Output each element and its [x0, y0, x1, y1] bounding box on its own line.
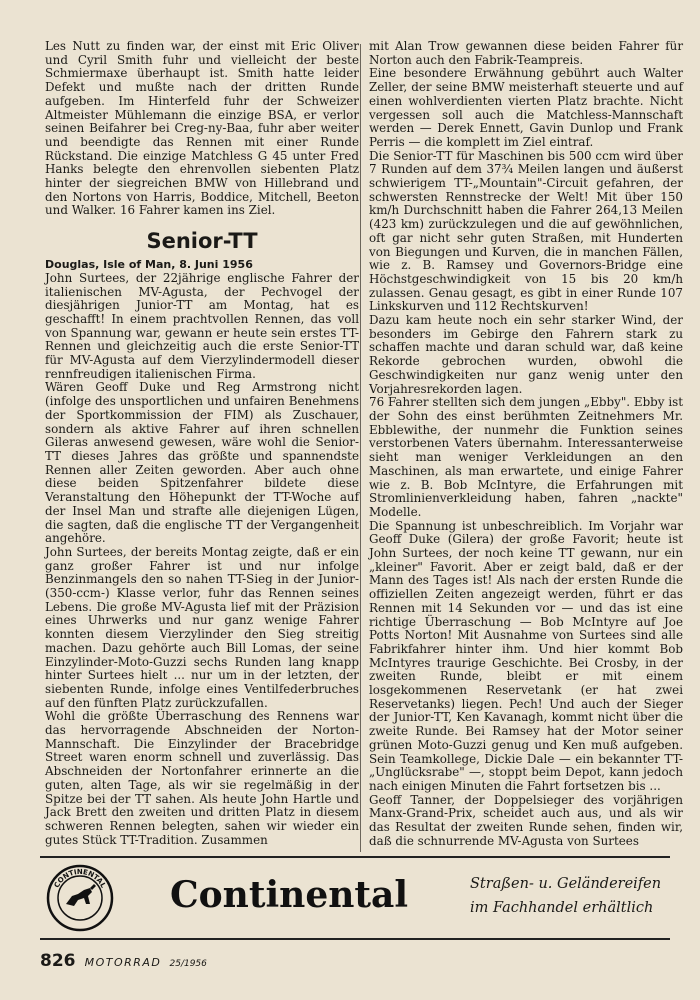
- continental-wordmark: Continental: [170, 874, 409, 916]
- paragraph: Geoff Tanner, der Doppelsieger des vorjährigen Manx-Grand-Prix, scheidet auch aus, und als wir das Resultat der zweiten Runde sehen, finden wir, daß die schnurrende MV-Agusta von Surtees: [369, 792, 683, 848]
- paragraph: Dazu kam heute noch ein sehr starker Wind, der besonders im Gebirge den Fahrern stark zu schaffen machte und daran schuld war, daß keine Rekorde gebrochen wurden, obwohl die Geschwindigkeiten nur ganz wenig unter den Vorjahresrekorden lagen.: [369, 313, 683, 396]
- paragraph: Die Senior-TT für Maschinen bis 500 ccm wird über 7 Runden auf dem 37¾ Meilen langen und äußerst schwierigem TT-„Mountain"-Circuit gefahren, der schwersten Rennstrecke der Welt! Mit über 150 km/h Durchschnitt haben die Fahrer 264,13 Meilen (423 km) zurückzulegen und die auf gewöhnlichen, oft gar nicht sehr guten Straßen, mit Hunderten von Biegungen und Kurven, die in manchen Fällen, wie z. B. Ramsey und Governors-Bridge eine Höchstgeschwindigkeit von 15 bis 20 km/h zulassen. Genau gesagt, es gibt in einer Runde 107 Linkskurven und 112 Rechtskurven!: [369, 148, 683, 314]
- tagline-line-2: im Fachhandel erhältlich: [470, 900, 654, 916]
- column-divider: [360, 44, 361, 852]
- paragraph: John Surtees, der 22jährige englische Fahrer der italienischen MV-Agusta, der Pechvogel der diesjährigen Junior-TT am Montag, hat es geschafft! In einem prachtvollen Rennen, das voll von Spannung war, gewann er heute sein erstes TT-Rennen und gleichzeitig auch die erste Senior-TT für MV-Agusta auf dem Vierzylindermodell dieser rennfreudigen italienischen Firma.: [45, 270, 359, 381]
- right-column: [369, 40, 683, 848]
- intro-paragraph: Les Nutt zu finden war, der einst mit Eric Oliver und Cyril Smith fuhr und vielleicht der beste Schmiermaxe überhaupt ist. Smith hatte leider Defekt und mußte nach der dritten Runde aufgeben. Im Hinterfeld fuhr der Schweizer Altmeister Mühlemann die einzige BSA, er verlor seinen Beifahrer bei Creg-ny-Baa, fuhr aber weiter und beendigte das Rennen mit einer Runde Rückstand. Die einzige Matchless G 45 unter Fred Hanks belegte den ehrenvollen siebenten Platz hinter der siegreichen BMW von Hillebrand und den Nortons von Harris, Boddice, Mitchell, Beeton und Walker. 16 Fahrer kamen ins Ziel.: [45, 39, 359, 218]
- page-footer: [40, 951, 207, 971]
- paragraph: Wohl die größte Überraschung des Rennens war das hervorragende Abschneiden der Norton-Mannschaft. Die Einzylinder der Bracebridge Street waren enorm schnell und zuverlässig. Das Abschneiden der Nortonfahrer erinnerte an die guten, alten Tage, als wir sie regelmäßig in der Spitze bei der TT sahen. Als heute John Hartle und Jack Brett den zweiten und dritten Platz in diesem schweren Rennen belegten, sahen wir wieder ein gutes Stück TT-Tradition. Zusammen: [45, 709, 359, 847]
- magazine-name: MOTORRAD: [84, 956, 162, 969]
- paragraph: Wären Geoff Duke und Reg Armstrong nicht (infolge des unsportlichen und unfairen Benehmens der Sportkommission der FIM) als Zuschauer, sondern als aktive Fahrer auf ihren schnellen Gileras anwesend gewesen, wäre wohl die Senior-TT dieses Jahres das größte und spannendste Rennen aller Zeiten geworden. Aber auch ohne diese beiden Spitzenfahrer bildete diese Veranstaltung den Höhepunkt der TT-Woche auf der Insel Man und strafte alle diejenigen Lügen, die sagten, daß die englische TT der Vergangenheit angehöre.: [45, 380, 359, 546]
- left-column: [45, 40, 359, 847]
- issue-number: 25/1956: [169, 959, 207, 969]
- tagline-line-1: Straßen- u. Geländereifen: [470, 876, 662, 892]
- continental-advertisement: [40, 856, 670, 940]
- ad-tagline: [470, 872, 670, 920]
- paragraph: mit Alan Trow gewannen diese beiden Fahrer für Norton auch den Fabrik-Teampreis.: [369, 39, 683, 67]
- paragraph: Die Spannung ist unbeschreiblich. Im Vorjahr war Geoff Duke (Gilera) der große Favorit; heute ist John Surtees, der noch keine TT gewann, nur ein „kleiner" Favorit. Aber er zeigt bald, daß er der Mann des Tages ist! Als nach der ersten Runde die offiziellen Zeiten angezeigt werden, führt er das Rennen mit 14 Sekunden vor — und das ist eine richtige Überraschung — Bob McIntyre auf Joe Potts Norton! Mit Ausnahme von Surtees sind alle Fabrikfahrer hinter ihm. Und hier kommt Bob McIntyres traurige Geschichte. Bei Crosby, in der zweiten Runde, bleibt er mit einem losgekommenen Reservetank (er hat zwei Reservetanks) liegen. Pech! Und auch der Sieger der Junior-TT, Ken Kavanagh, kommt nicht über die zweite Runde. Bei Ramsey hat der Motor seiner grünen Moto-Guzzi genug und Ken muß aufgeben. Sein Teamkollege, Dickie Dale — ein bekannter TT-„Unglücksrabe" —, stoppt beim Depot, kann jedoch nach einigen Minuten die Fahrt fortsetzen bis ...: [369, 518, 683, 793]
- svg-text:CONTINENTAL: CONTINENTAL: [52, 867, 108, 890]
- paragraph: John Surtees, der bereits Montag zeigte, daß er ein ganz großer Fahrer ist und nur infolge Benzinmangels den so nahen TT-Sieg in der Junior-(350-ccm-) Klasse verlor, fuhr das Rennen seines Lebens. Die große MV-Agusta lief mit der Präzision eines Uhrwerks und nur ganz wenige Fahrer konnten diesem Vierzylinder den Sieg streitig machen. Dazu gehörte auch Bill Lomas, der seine Einzylinder-Moto-Guzzi sechs Runden lang knapp hinter Surtees hielt ... nur um in der letzten, der siebenten Runde, infolge eines Ventilfederbruches auf den fünften Platz zurückzufallen.: [45, 544, 359, 710]
- paragraph: 76 Fahrer stellten sich dem jungen „Ebby". Ebby ist der Sohn des einst berühmten Zeitnehmers Mr. Ebblewithe, der nunmehr die Funktion seines verstorbenen Vaters übernahm. Interessanterweise sieht man weniger Verkleidungen an den Maschinen, als man erwartete, und einige Fahrer wie z. B. Bob McIntyre, die Erfahrungen mit Stromlinienverkleidung haben, fahren „nackte" Modelle.: [369, 395, 683, 519]
- dateline: Douglas, Isle of Man, 8. Juni 1956: [45, 258, 253, 272]
- continental-seal-logo: [46, 864, 114, 932]
- article-heading: Senior-TT: [146, 229, 258, 254]
- page-number: 826: [40, 951, 76, 971]
- paragraph: Eine besondere Erwähnung gebührt auch Walter Zeller, der seine BMW meisterhaft steuerte und auf einen wohlverdienten vierten Platz brachte. Nicht vergessen soll auch die Matchless-Mannschaft werden — Derek Ennett, Gavin Dunlop und Frank Perris — die komplett im Ziel eintraf.: [369, 66, 683, 149]
